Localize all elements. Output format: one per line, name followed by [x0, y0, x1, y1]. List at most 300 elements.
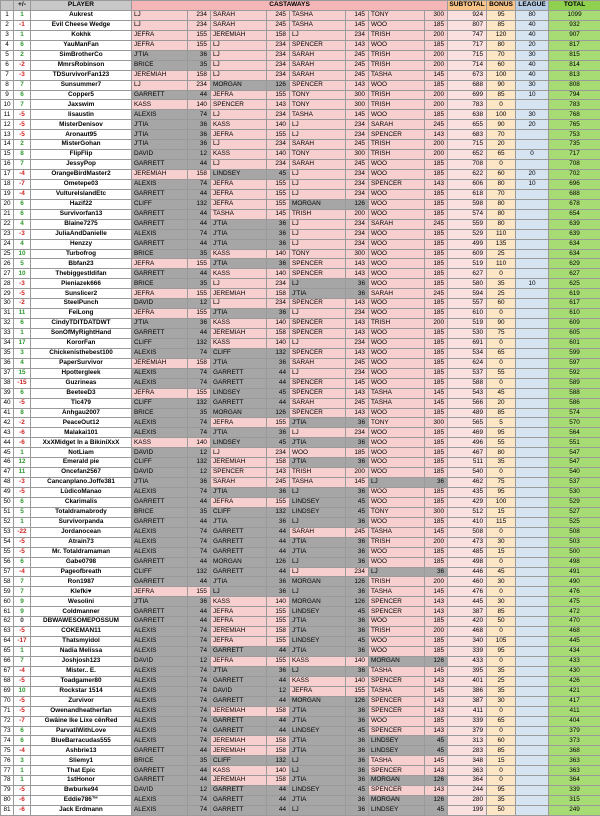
player-name: Blaine7275	[31, 219, 132, 229]
player-name: TDSurvivorFan123	[31, 70, 132, 80]
castaway-points: 126	[346, 199, 369, 209]
total-cell: 609	[549, 319, 600, 329]
total-cell: 529	[549, 497, 600, 507]
rank-cell: 15	[1, 150, 14, 160]
change-cell: 2	[14, 140, 31, 150]
bonus-cell: 75	[487, 478, 516, 488]
total-cell: 491	[549, 567, 600, 577]
total-cell: 434	[549, 647, 600, 657]
change-cell: -3	[14, 478, 31, 488]
castaway-name: JEREMIAH	[211, 329, 267, 339]
standings-row	[1, 269, 600, 279]
bonus-cell: 0	[487, 527, 516, 537]
castaway-name: GARRETT	[132, 90, 188, 100]
bonus-cell: 25	[487, 676, 516, 686]
castaway-name: LJ	[211, 299, 267, 309]
castaway-points: 185	[425, 338, 448, 348]
player-name: Jaxswim	[31, 100, 132, 110]
castaway-name: SARAH	[369, 289, 425, 299]
standings-row	[1, 289, 600, 299]
standings-row	[1, 100, 600, 110]
castaway-points: 12	[188, 656, 211, 666]
castaway-name: JEFRA	[211, 179, 267, 189]
player-name: Zurvivor	[31, 696, 132, 706]
bonus-cell: 85	[487, 408, 516, 418]
castaway-points: 234	[346, 170, 369, 180]
league-cell	[516, 478, 549, 488]
player-name: YauManFan	[31, 40, 132, 50]
castaway-points: 158	[267, 776, 290, 786]
standings-row	[1, 408, 600, 418]
standings-row	[1, 319, 600, 329]
castaway-points: 245	[346, 160, 369, 170]
castaway-points: 234	[267, 110, 290, 120]
standings-row	[1, 189, 600, 199]
castaway-points: 185	[425, 458, 448, 468]
league-cell	[516, 557, 549, 567]
player-name: Aronaut95	[31, 130, 132, 140]
bonus-cell: 75	[487, 329, 516, 339]
rank-cell: 60	[1, 597, 14, 607]
subtotal-cell: 610	[448, 309, 487, 319]
league-cell	[516, 358, 549, 368]
total-cell: 564	[549, 428, 600, 438]
castaway-name: JEREMIAH	[211, 627, 267, 637]
change-cell: 7	[14, 577, 31, 587]
subtotal-cell: 683	[448, 130, 487, 140]
player-name: Tlc479	[31, 398, 132, 408]
castaway-name: TRISH	[290, 209, 346, 219]
subtotal-cell: 598	[448, 199, 487, 209]
league-cell	[516, 398, 549, 408]
rank-cell: 79	[1, 786, 14, 796]
total-cell: 498	[549, 557, 600, 567]
rank-cell: 10	[1, 100, 14, 110]
standings-row	[1, 656, 600, 666]
castaway-name: ALEXIS	[132, 637, 188, 647]
standings-row	[1, 20, 600, 30]
rank-cell: 22	[1, 219, 14, 229]
castaway-name: J'TIA	[211, 428, 267, 438]
bonus-cell: 0	[487, 100, 516, 110]
castaway-points: 36	[267, 239, 290, 249]
player-name: Owenandheatherfan	[31, 706, 132, 716]
subtotal-cell: 606	[448, 179, 487, 189]
castaway-points: 185	[425, 209, 448, 219]
castaway-points: 185	[425, 557, 448, 567]
league-cell: 40	[516, 60, 549, 70]
subtotal-cell: 691	[448, 338, 487, 348]
castaway-points: 140	[267, 120, 290, 130]
rank-cell: 41	[1, 408, 14, 418]
castaway-points: 245	[267, 11, 290, 21]
castaway-name: WOO	[369, 279, 425, 289]
castaway-points: 132	[188, 199, 211, 209]
castaway-name: SPENCER	[369, 766, 425, 776]
castaway-points: 185	[425, 368, 448, 378]
castaway-points: 140	[267, 249, 290, 259]
bonus-cell: 0	[487, 766, 516, 776]
castaway-points: 36	[425, 567, 448, 577]
rank-cell: 39	[1, 388, 14, 398]
castaway-points: 74	[188, 796, 211, 806]
castaway-points: 132	[267, 756, 290, 766]
league-cell	[516, 597, 549, 607]
castaway-name: SPENCER	[369, 607, 425, 617]
subtotal-cell: 622	[448, 170, 487, 180]
league-cell	[516, 309, 549, 319]
castaway-points: 44	[188, 189, 211, 199]
castaway-name: GARRETT	[132, 517, 188, 527]
castaway-name: WOO	[369, 209, 425, 219]
castaway-name: SPENCER	[290, 329, 346, 339]
castaway-name: WOO	[369, 338, 425, 348]
subtotal-cell: 313	[448, 736, 487, 746]
league-cell: 80	[516, 11, 549, 21]
castaway-name: JEFRA	[211, 418, 267, 428]
castaway-points: 36	[346, 557, 369, 567]
castaway-points: 143	[425, 676, 448, 686]
castaway-points: 145	[425, 756, 448, 766]
total-cell: 586	[549, 398, 600, 408]
castaway-name: JEREMIAH	[211, 458, 267, 468]
league-cell	[516, 319, 549, 329]
castaway-points: 245	[346, 140, 369, 150]
standings-row	[1, 90, 600, 100]
bonus-cell: 115	[487, 517, 516, 527]
castaway-points: 234	[267, 70, 290, 80]
castaway-name: BRICE	[132, 249, 188, 259]
bonus-cell: 85	[487, 607, 516, 617]
castaway-points: 185	[425, 647, 448, 657]
standings-row	[1, 756, 600, 766]
rank-cell: 47	[1, 468, 14, 478]
castaway-name: GARRETT	[132, 160, 188, 170]
castaway-name: LJ	[290, 229, 346, 239]
bonus-cell: 30	[487, 696, 516, 706]
player-name: JuliaAndDanielle	[31, 229, 132, 239]
total-cell: 537	[549, 478, 600, 488]
standings-row	[1, 666, 600, 676]
bonus-cell: 110	[487, 259, 516, 269]
castaway-name: GARRETT	[132, 746, 188, 756]
castaway-points: 36	[346, 716, 369, 726]
standings-row	[1, 170, 600, 180]
subtotal-cell: 420	[448, 617, 487, 627]
rank-cell: 25	[1, 249, 14, 259]
castaway-points: 143	[425, 597, 448, 607]
castaway-points: 132	[188, 398, 211, 408]
standings-row	[1, 259, 600, 269]
change-cell: 9	[14, 597, 31, 607]
castaway-points: 245	[346, 60, 369, 70]
castaway-points: 36	[346, 537, 369, 547]
league-cell: 40	[516, 20, 549, 30]
castaway-name: TRISH	[369, 90, 425, 100]
player-name: Anhgau2007	[31, 408, 132, 418]
castaway-name: J'TIA	[290, 537, 346, 547]
change-cell: 1	[14, 30, 31, 40]
castaway-points: 12	[188, 448, 211, 458]
change-cell: -6	[14, 438, 31, 448]
bonus-cell: 30	[487, 537, 516, 547]
castaway-points: 185	[425, 329, 448, 339]
player-name: That Epic	[31, 766, 132, 776]
castaway-points: 12	[188, 299, 211, 309]
castaway-name: LJ	[211, 448, 267, 458]
bonus-cell: 70	[487, 130, 516, 140]
castaway-name: J'TIA	[132, 140, 188, 150]
castaway-name: TONY	[290, 100, 346, 110]
change-cell: 7	[14, 80, 31, 90]
league-cell	[516, 199, 549, 209]
player-name: Cancanplano.Joffe381	[31, 478, 132, 488]
change-cell: -4	[14, 567, 31, 577]
castaway-points: 44	[267, 716, 290, 726]
bonus-cell: 60	[487, 170, 516, 180]
castaway-name: SARAH	[290, 50, 346, 60]
subtotal-cell: 401	[448, 676, 487, 686]
castaway-points: 300	[346, 100, 369, 110]
player-name: Sunslicer2	[31, 289, 132, 299]
castaway-points: 143	[346, 329, 369, 339]
castaway-points: 234	[267, 299, 290, 309]
castaway-name: J'TIA	[290, 617, 346, 627]
castaway-points: 74	[188, 547, 211, 557]
standings-row	[1, 627, 600, 637]
castaway-name: LJ	[290, 279, 346, 289]
castaway-name: JEREMIAH	[132, 70, 188, 80]
castaway-points: 74	[188, 647, 211, 657]
standings-row	[1, 338, 600, 348]
change-cell: 1	[14, 647, 31, 657]
castaway-name: TASHA	[211, 209, 267, 219]
total-cell: 373	[549, 736, 600, 746]
standings-row	[1, 199, 600, 209]
castaway-name: GARRETT	[211, 567, 267, 577]
change-cell: 10	[14, 686, 31, 696]
league-cell	[516, 418, 549, 428]
castaway-points: 44	[267, 796, 290, 806]
castaway-name: TRISH	[369, 319, 425, 329]
change-cell: -5	[14, 547, 31, 557]
change-cell: 17	[14, 338, 31, 348]
castaway-points: 145	[346, 110, 369, 120]
subtotal-cell: 574	[448, 209, 487, 219]
standings-row	[1, 160, 600, 170]
league-cell	[516, 388, 549, 398]
castaway-points: 74	[188, 726, 211, 736]
league-cell	[516, 507, 549, 517]
bonus-cell: 20	[487, 140, 516, 150]
league-cell	[516, 746, 549, 756]
bonus-cell: 5	[487, 418, 516, 428]
subtotal-cell: 485	[448, 547, 487, 557]
bonus-cell: 120	[487, 30, 516, 40]
castaway-name: WOO	[369, 448, 425, 458]
change-cell: 12	[14, 458, 31, 468]
castaway-points: 12	[188, 150, 211, 160]
castaway-points: 143	[425, 786, 448, 796]
player-name: Ron1987	[31, 577, 132, 587]
castaway-name: TASHA	[369, 388, 425, 398]
rank-cell: 62	[1, 617, 14, 627]
castaway-points: 74	[188, 488, 211, 498]
castaway-name: LJ	[290, 488, 346, 498]
total-cell: 627	[549, 269, 600, 279]
total-cell: 654	[549, 209, 600, 219]
subtotal-cell: 609	[448, 249, 487, 259]
league-cell	[516, 537, 549, 547]
change-cell: 6	[14, 209, 31, 219]
change-cell: -5	[14, 696, 31, 706]
castaway-name: LJ	[290, 120, 346, 130]
castaway-points: 245	[425, 120, 448, 130]
castaway-points: 185	[425, 279, 448, 289]
castaway-name: KASS	[211, 249, 267, 259]
castaway-points: 74	[188, 806, 211, 816]
castaway-points: 145	[425, 686, 448, 696]
castaway-points: 234	[346, 239, 369, 249]
castaway-points: 140	[267, 766, 290, 776]
castaway-points: 45	[267, 170, 290, 180]
castaway-points: 185	[425, 517, 448, 527]
rank-cell: 73	[1, 726, 14, 736]
castaway-points: 74	[188, 696, 211, 706]
castaway-points: 126	[425, 656, 448, 666]
castaway-points: 44	[188, 219, 211, 229]
castaway-name: SARAH	[290, 398, 346, 408]
total-cell: 433	[549, 656, 600, 666]
castaway-points: 35	[188, 279, 211, 289]
change-cell: 6	[14, 557, 31, 567]
castaway-name: MORGAN	[211, 408, 267, 418]
standings-row	[1, 736, 600, 746]
standings-row	[1, 517, 600, 527]
castaway-points: 35	[188, 408, 211, 418]
league-cell	[516, 249, 549, 259]
rank-cell: 9	[1, 90, 14, 100]
subtotal-cell: 565	[448, 418, 487, 428]
castaway-points: 145	[346, 478, 369, 488]
castaway-points: 234	[346, 229, 369, 239]
rank-cell: 50	[1, 497, 14, 507]
castaway-points: 145	[425, 388, 448, 398]
castaway-points: 36	[346, 458, 369, 468]
castaway-name: LJ	[211, 279, 267, 289]
bonus-header: BONUS	[487, 1, 516, 11]
castaway-name: JEREMIAH	[211, 736, 267, 746]
castaway-name: LINDSEY	[290, 497, 346, 507]
castaway-name: TASHA	[369, 398, 425, 408]
subtotal-cell: 717	[448, 40, 487, 50]
player-name: Aukrest	[31, 11, 132, 21]
castaway-points: 45	[425, 806, 448, 816]
bonus-cell: 70	[487, 50, 516, 60]
bonus-cell: 105	[487, 637, 516, 647]
castaway-points: 155	[267, 418, 290, 428]
total-cell: 696	[549, 179, 600, 189]
bonus-cell: 90	[487, 80, 516, 90]
castaway-points: 126	[425, 796, 448, 806]
castaway-name: TASHA	[369, 756, 425, 766]
castaway-name: GARRETT	[132, 607, 188, 617]
league-cell	[516, 517, 549, 527]
rank-cell: 58	[1, 577, 14, 587]
total-cell: 625	[549, 279, 600, 289]
bonus-cell: 25	[487, 289, 516, 299]
castaway-points: 155	[267, 199, 290, 209]
castaway-points: 185	[425, 299, 448, 309]
castaway-name: TONY	[290, 150, 346, 160]
castaway-points: 155	[267, 130, 290, 140]
castaway-name: TASHA	[290, 11, 346, 21]
castaway-name: J'TIA	[211, 259, 267, 269]
player-name: Gabe0798	[31, 557, 132, 567]
castaway-name: WOO	[369, 497, 425, 507]
castaway-points: 143	[425, 726, 448, 736]
bonus-cell: 60	[487, 60, 516, 70]
castaway-name: LJ	[290, 219, 346, 229]
castaway-points: 44	[188, 557, 211, 567]
castaway-name: CLIFF	[132, 458, 188, 468]
castaway-points: 245	[346, 358, 369, 368]
league-cell	[516, 100, 549, 110]
castaway-points: 234	[267, 40, 290, 50]
total-cell: 490	[549, 577, 600, 587]
castaway-points: 36	[346, 418, 369, 428]
change-cell: -5	[14, 130, 31, 140]
change-cell: 5	[14, 507, 31, 517]
castaway-points: 12	[267, 686, 290, 696]
castaway-name: SPENCER	[290, 40, 346, 50]
castaway-name: TASHA	[369, 666, 425, 676]
castaway-points: 234	[346, 179, 369, 189]
castaway-name: JEREMIAH	[211, 746, 267, 756]
bonus-cell: 35	[487, 666, 516, 676]
castaway-name: ALEXIS	[132, 110, 188, 120]
castaway-points: 132	[188, 567, 211, 577]
rank-cell: 76	[1, 756, 14, 766]
change-cell: -22	[14, 527, 31, 537]
castaway-name: SPENCER	[290, 388, 346, 398]
castaway-points: 140	[188, 100, 211, 110]
standings-row	[1, 60, 600, 70]
total-cell: 629	[549, 259, 600, 269]
bonus-cell: 80	[487, 40, 516, 50]
player-name: NotLiam	[31, 448, 132, 458]
castaway-points: 36	[267, 259, 290, 269]
castaway-name: MORGAN	[290, 597, 346, 607]
bonus-cell: 95	[487, 786, 516, 796]
standings-row	[1, 418, 600, 428]
rank-cell: 77	[1, 766, 14, 776]
rank-cell: 3	[1, 30, 14, 40]
castaway-points: 185	[425, 40, 448, 50]
subtotal-cell: 559	[448, 219, 487, 229]
standings-row	[1, 249, 600, 259]
change-cell: -5	[14, 676, 31, 686]
rank-cell: 12	[1, 120, 14, 130]
castaway-points: 300	[346, 249, 369, 259]
subtotal-cell: 469	[448, 428, 487, 438]
standings-row	[1, 30, 600, 40]
player-name: Hazif22	[31, 199, 132, 209]
castaway-name: CLIFF	[211, 348, 267, 358]
rank-cell: 51	[1, 507, 14, 517]
castaway-points: 185	[425, 170, 448, 180]
castaway-name: ALEXIS	[132, 666, 188, 676]
